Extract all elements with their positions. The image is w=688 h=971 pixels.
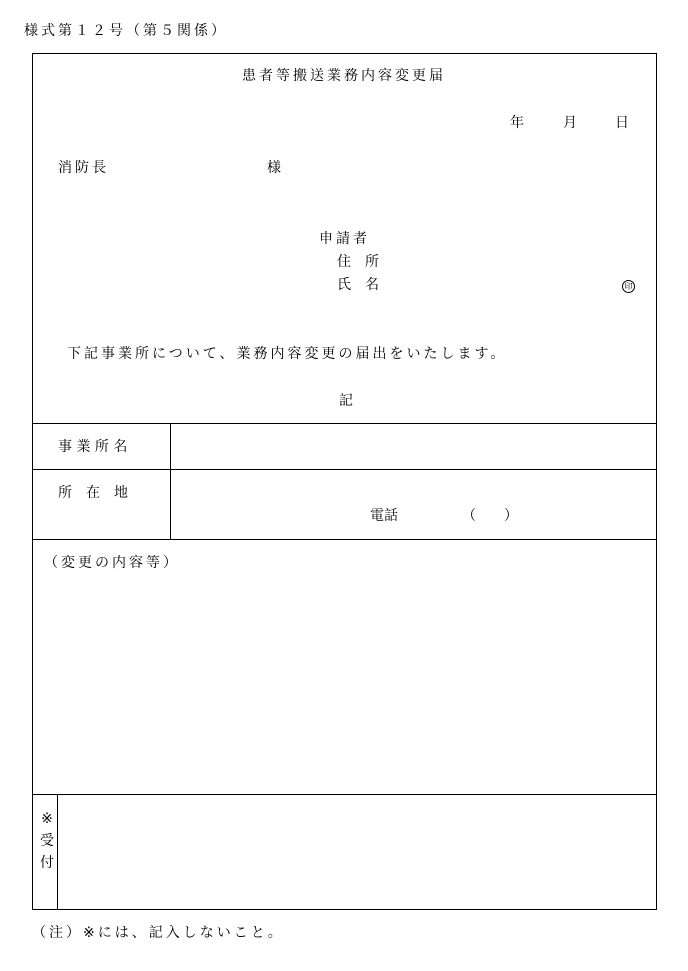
receipt-char-2: 付 bbox=[40, 855, 54, 871]
label-column-divider bbox=[170, 423, 171, 539]
applicant-name-label: 氏 名 bbox=[337, 277, 379, 293]
receipt-mark: ※ bbox=[41, 811, 53, 827]
receipt-char-1: 受 bbox=[40, 833, 54, 849]
office-name-label: 事 業 所 名 bbox=[58, 439, 128, 455]
phone-parens: （ ） bbox=[462, 508, 518, 524]
ki-label: 記 bbox=[339, 393, 353, 409]
divider-location-top bbox=[32, 469, 657, 470]
form-frame bbox=[32, 53, 657, 910]
divider-changes-top bbox=[32, 539, 657, 540]
date-month-label: 月 bbox=[563, 115, 577, 131]
footnote: （注）※には、記入しないこと。 bbox=[32, 925, 285, 941]
addressee-chief: 消防長 bbox=[58, 160, 109, 176]
divider-receipt-top bbox=[32, 794, 657, 795]
applicant-address-label: 住 所 bbox=[337, 254, 379, 270]
receipt-column-divider bbox=[57, 794, 58, 909]
divider-office-name-top bbox=[32, 423, 657, 424]
statement-text: 下記事業所について、業務内容変更の届出をいたします。 bbox=[67, 346, 508, 362]
form-title: 患者等搬送業務内容変更届 bbox=[242, 68, 446, 84]
receipt-label bbox=[40, 808, 54, 874]
applicant-heading: 申請者 bbox=[319, 231, 370, 247]
changes-label: （変更の内容等） bbox=[44, 555, 180, 571]
date-year-label: 年 bbox=[510, 115, 524, 131]
form-number: 様式第１２号（第５関係） bbox=[24, 23, 228, 39]
date-day-label: 日 bbox=[615, 115, 629, 131]
seal-mark bbox=[622, 278, 635, 293]
location-label: 所 在 地 bbox=[58, 485, 128, 501]
phone-label: 電話 bbox=[370, 508, 398, 524]
seal-mark-text: 印 bbox=[622, 280, 635, 293]
addressee-honorific: 様 bbox=[267, 160, 281, 176]
